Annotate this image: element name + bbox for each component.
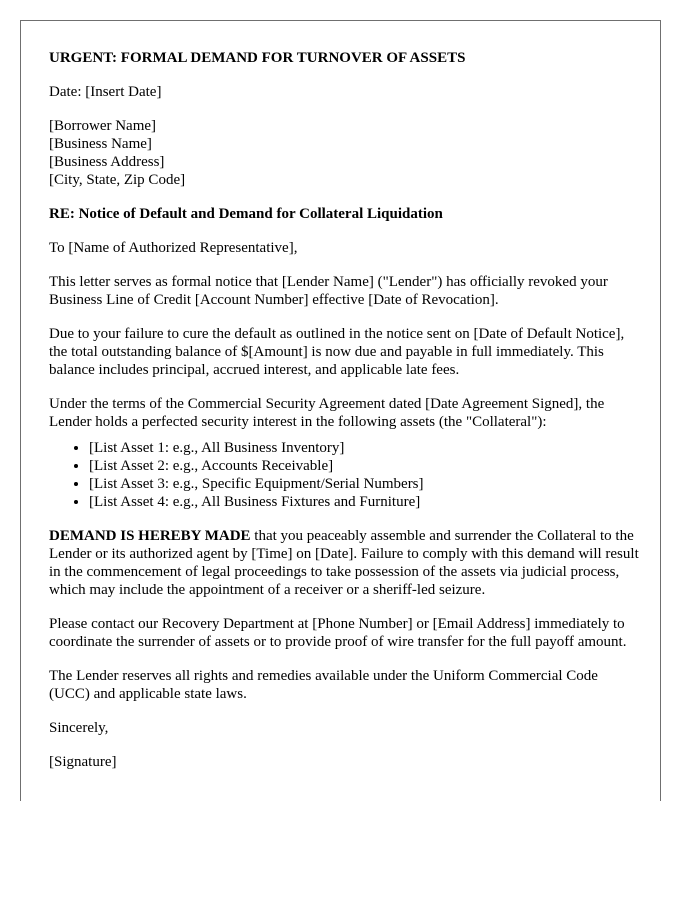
address-line-borrower: [Borrower Name] <box>49 118 157 134</box>
rights-paragraph: The Lender reserves all rights and remedies available under the Uniform Commercial Code (UCC) and applicable state laws. <box>49 668 598 702</box>
security-interest-paragraph: Under the terms of the Commercial Security Agreement dated [Date Agreement Signed], the Lender holds a perfected security interest in the following assets (the "Collateral"): <box>49 396 605 430</box>
demand-bold-text: DEMAND IS HEREBY MADE <box>49 528 251 544</box>
salutation: To [Name of Authorized Representative], <box>49 240 298 256</box>
signature-placeholder: [Signature] <box>49 754 117 770</box>
collateral-item: • [List Asset 3: e.g., Specific Equipment/Serial Numbers] <box>89 475 641 493</box>
address-line-city: [City, State, Zip Code] <box>49 172 186 188</box>
letter-page <box>20 20 661 801</box>
collateral-list <box>49 439 641 511</box>
date-line: Date: [Insert Date] <box>49 84 162 100</box>
demand-text: that you peaceably assemble and surrender the Collateral to the Lender or its authorized agent by [Time] on [Date]. Failure to comply with this demand will result in the commencement of legal proceedings to take possession of the assets via judicial process, which may include the appointment of a receiver or a sheriff-led seizure. <box>49 528 639 598</box>
letter-title: URGENT: FORMAL DEMAND FOR TURNOVER OF ASSETS <box>49 50 466 66</box>
re-line: RE: Notice of Default and Demand for Collateral Liquidation <box>49 206 443 222</box>
collateral-item: • [List Asset 4: e.g., All Business Fixtures and Furniture] <box>89 493 641 511</box>
default-paragraph: Due to your failure to cure the default as outlined in the notice sent on [Date of Default Notice], the total outstanding balance of $[Amount] is now due and payable in full immediately. This balance includes principal, accrued interest, and applicable late fees. <box>49 326 625 378</box>
recipient-address <box>49 117 641 189</box>
address-line-street: [Business Address] <box>49 154 165 170</box>
collateral-item: • [List Asset 2: e.g., Accounts Receivable] <box>89 457 641 475</box>
demand-paragraph <box>49 527 641 599</box>
closing: Sincerely, <box>49 720 109 736</box>
address-line-business: [Business Name] <box>49 136 152 152</box>
collateral-item: • [List Asset 1: e.g., All Business Inventory] <box>89 439 641 457</box>
letter-body <box>49 49 641 787</box>
contact-paragraph: Please contact our Recovery Department at [Phone Number] or [Email Address] immediately to coordinate the surrender of assets or to provide proof of wire transfer for the full payoff amount. <box>49 616 627 650</box>
revocation-paragraph: This letter serves as formal notice that [Lender Name] ("Lender") has officially revoked your Business Line of Credit [Account Number] effective [Date of Revocation]. <box>49 274 608 308</box>
